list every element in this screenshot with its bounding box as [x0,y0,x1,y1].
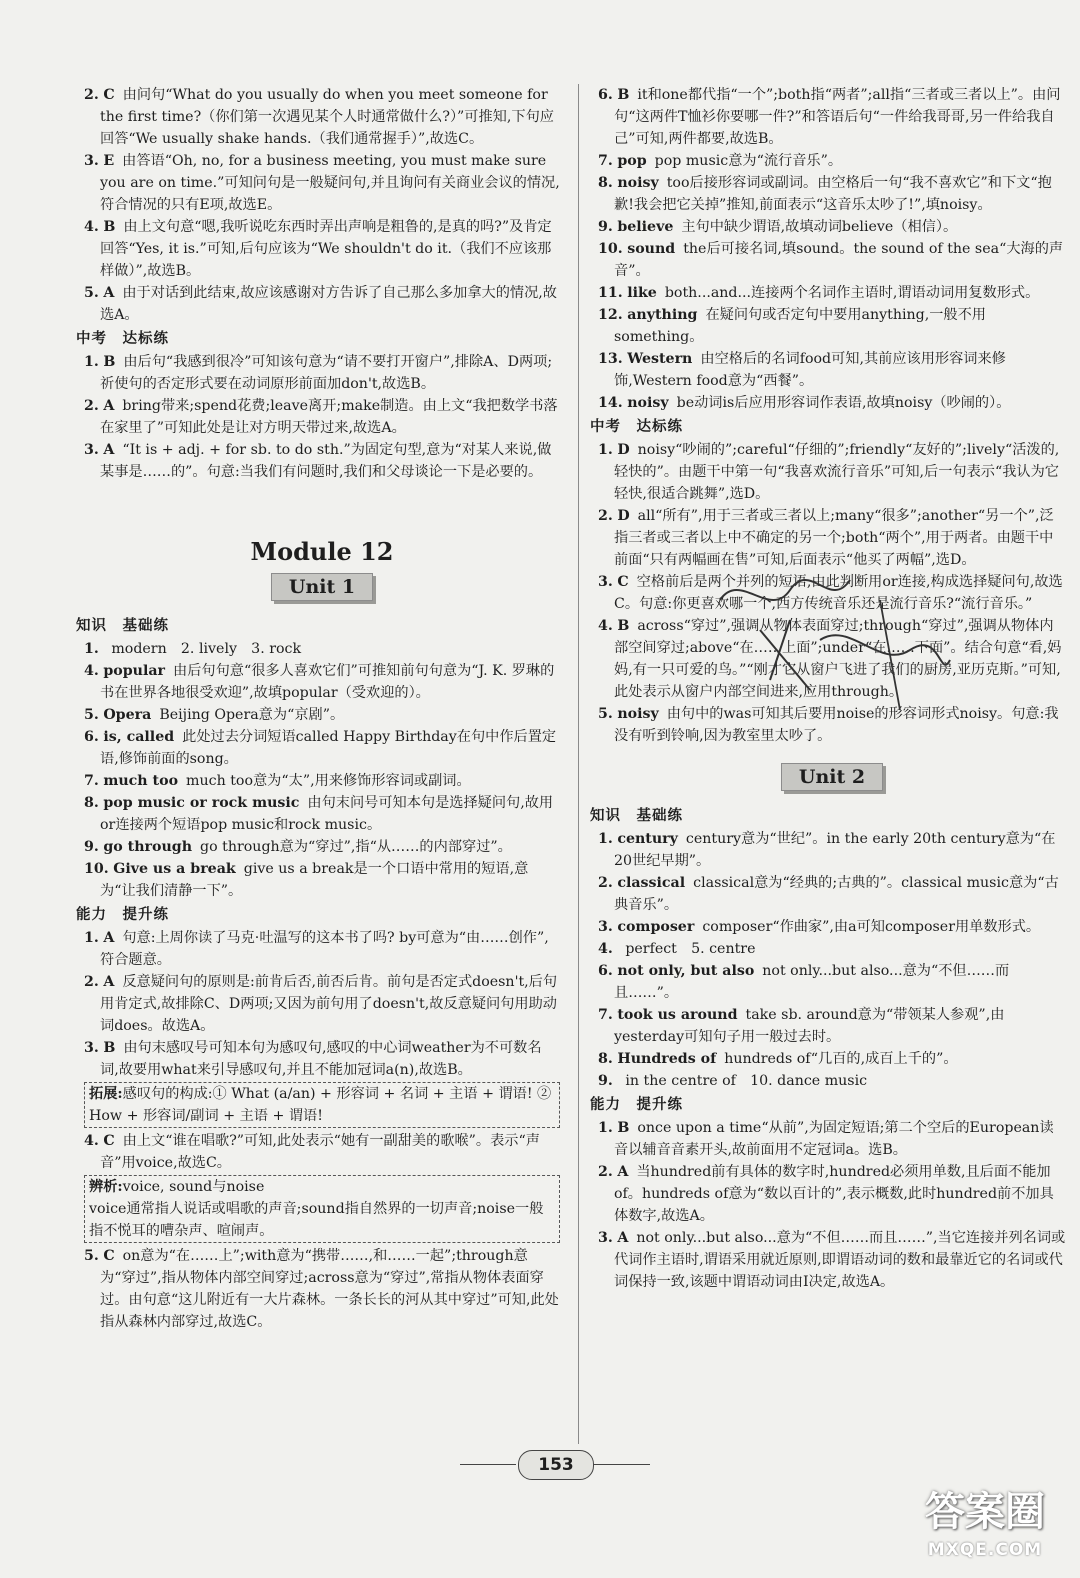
item-number: 2. [84,398,99,414]
list-item [598,872,1066,916]
item-text: noisy“吵闹的”;careful“仔细的”;friendly“友好的”;lively“活泼的,轻快的”。由题干中第一句“我喜欢流行音乐”可知,后一句表示“我认为它轻快,很适合跳舞”,选D。 [614,442,1060,502]
right-top-items [598,84,1066,414]
extension-text: 感叹句的构成:① What (a/an) + 形容词 + 名词 + 主语 + 谓语! ② How + 形容词/副词 + 主语 + 谓语! [89,1086,552,1124]
item-number: 9. [598,219,613,235]
list-item [598,505,1066,571]
item-number: 1. [598,831,613,847]
item-number: 10. [598,241,623,257]
list-item [598,1161,1066,1227]
item-answer: century [617,831,678,847]
item-number: 3. [84,1040,99,1056]
list-item [84,704,560,726]
analysis-box [84,1175,560,1243]
section-label-nengli: 能力 提升练 [590,1097,683,1113]
item-text: 由于对话到此结束,故应该感谢对方告诉了自己那么多加拿大的情况,故选A。 [100,285,557,323]
list-item [598,1117,1066,1161]
item-answer: B [617,1120,630,1136]
item-text: 当hundred前有具体的数字时,hundred必须用单数,且后面不能加of。hundreds of意为“数以百计的”,表示概数,此时hundred前不加具体数字,故选A。 [614,1164,1054,1224]
item-number: 7. [598,153,613,169]
item-text: take sb. around意为“带领某人参观”,由yesterday可知句子用一般过去时。 [614,1007,1005,1045]
page-number: 153 [518,1450,594,1480]
item-text: 在疑问句或否定句中要用anything,一般不用something。 [614,307,986,345]
item-text: 由后句“我感到很冷”可知该句意为“请不要打开窗户”,排除A、D两项;祈使句的否定形式要在动词原形前面加don't,故选B。 [100,354,553,392]
analysis-tag: 辨析: [89,1179,123,1195]
right-nengli-items [598,1117,1066,1293]
item-number: 2. [84,87,99,103]
list-item [598,571,1066,615]
list-item [84,84,560,150]
section-label-zhishi: 知识 基础练 [76,618,169,634]
list-item [598,1070,1066,1092]
item-number: 5. [84,1248,99,1264]
item-answer: not only, but also [617,963,755,979]
list-item [84,638,560,660]
list-item [84,1245,560,1333]
item-answer: B [103,354,116,370]
page-number-rule-left [460,1464,516,1465]
item-text: it和one都代指“一个”;both指“两者”;all指“三者或三者以上”。由问句“这两件T恤衫你要哪一件?”和答语后句“一件给我哥哥,另一件给我自己”可知,两件都要,故选B。 [614,87,1061,147]
item-number: 3. [598,919,613,935]
item-answer: A [103,974,115,990]
item-text: 由后句句意“很多人喜欢它们”可推知前句句意为“J. K. 罗琳的书在世界各地很受欢迎”,故填popular（受欢迎的）。 [100,663,555,701]
right-zhongkao-items [598,439,1066,747]
list-item [598,828,1066,872]
list-item [598,282,1066,304]
item-text: classical意为“经典的;古典的”。classical music意为“古典音乐”。 [614,875,1059,913]
item-number: 8. [598,1051,613,1067]
list-item [84,282,560,326]
item-answer: popular [103,663,166,679]
list-item [598,1227,1066,1293]
item-text: be动词is后应用形容词作表语,故填noisy（吵闹的）。 [676,395,1011,411]
list-item [598,238,1066,282]
item-answer: anything [627,307,698,323]
item-text: go through意为“穿过”,指“从……的内部穿过”。 [200,839,512,855]
item-text: 空格前后是两个并列的短语,由此判断用or连接,构成选择疑问句,故选C。句意:你更喜欢哪一个,西方传统音乐还是流行音乐?“流行音乐。” [614,574,1063,612]
item-number: 2. [598,875,613,891]
item-answer: A [103,398,115,414]
item-answer: much too [103,773,179,789]
item-answer: C [617,574,629,590]
list-item [598,172,1066,216]
item-text: “It is + adj. + for sb. to do sth.”为固定句型,意为“对某人来说,做某事是……的”。句意:当我们有问题时,我们和父母谈论一下是必要的。 [100,442,552,480]
item-number: 4. [598,618,613,634]
watermark-logo [900,1484,1070,1572]
item-text: century意为“世纪”。in the early 20th century意为“在20世纪早期”。 [614,831,1056,869]
item-number: 6. [598,963,613,979]
list-item [598,916,1066,938]
item-answer: A [617,1164,629,1180]
list-item [84,858,560,902]
item-text: 由句末感叹号可知本句为感叹句,感叹的中心词weather为不可数名词,故要用what来引导感叹句,并且不能加冠词a(n),故选B。 [100,1040,542,1078]
item-number: 5. [84,707,99,723]
analysis-text: voice通常指人说话或唱歌的声音;sound指自然界的一切声音;noise一般指不悦耳的嘈杂声、喧闹声。 [89,1201,544,1239]
item-text: hundreds of“几百的,成百上千的”。 [724,1051,958,1067]
item-number: 6. [598,87,613,103]
list-item [84,726,560,770]
item-answer: A [103,930,115,946]
item-answer: is, called [103,729,175,745]
item-text: bring带来;spend花费;leave离开;make制造。由上文“我把数学书落在家里了”可知此处是让对方明天带过来,故选A。 [100,398,558,436]
item-number: 7. [84,773,99,789]
item-text: 由上文句意“嗯,我听说吃东西时弄出声响是粗鲁的,是真的吗?”及肯定回答“Yes, it is.”可知,后句应该为“We shouldn't do it.（我们不应该那样做）”,故选B。 [100,219,552,279]
item-answer: sound [627,241,676,257]
item-number: 9. [84,839,99,855]
item-text: on意为“在……上”;with意为“携带……,和……一起”;through意为“穿过”,指从物体内部空间穿过;across意为“穿过”,常指从物体表面穿过。由句意“这儿附近有一大片森林。一条长长的河从其中穿过”可知,此处指从森林内部穿过,故选C。 [100,1248,559,1330]
analysis-title: voice, sound与noise [122,1179,265,1195]
list-item [84,1037,560,1081]
item-number: 1. [84,930,99,946]
list-item [598,960,1066,1004]
item-number: 1. [598,1120,613,1136]
item-number: 3. [84,442,99,458]
item-answer: like [627,285,657,301]
item-number: 4. [84,219,99,235]
item-text: 由空格后的名词food可知,其前应该用形容词来修饰,Western food意为“西餐”。 [614,351,1006,389]
list-item [598,348,1066,392]
item-number: 3. [598,574,613,590]
item-text: composer“作曲家”,由a可知composer用单数形式。 [702,919,1041,935]
list-item [84,150,560,216]
watermark-title: 答案圈 [925,1489,1045,1535]
item-answer: C [103,1133,115,1149]
item-answer: A [103,285,115,301]
item-answer: A [103,442,115,458]
unit-1-title: Unit 1 [271,573,373,601]
watermark-url: MXQE.COM [927,1540,1043,1560]
item-text: not only...but also...意为“不但……而且……”,当它连接并列名词或代词作主语时,谓语采用就近原则,即谓语动词的数和最靠近它的名词或代词保持一致,该题中谓语动词由I决定,故选A。 [614,1230,1066,1290]
item-text: 反意疑问句的原则是:前肯后否,前否后肯。前句是否定式doesn't,后句用肯定式,故排除C、D两项;又因为前句用了doesn't,故反意疑问句用助动词does。故选A。 [100,974,558,1034]
item-number: 4. [84,663,99,679]
left-column [76,84,560,1333]
item-text: much too意为“太”,用来修饰形容词或副词。 [186,773,471,789]
item-text: 由句末问号可知本句是选择疑问句,故用or连接两个短语pop music和rock music。 [100,795,554,833]
item-number: 2. [84,974,99,990]
item-text: perfect 5. centre [625,941,756,957]
list-item [84,792,560,836]
item-number: 14. [598,395,623,411]
item-number: 4. [84,1133,99,1149]
item-number: 7. [598,1007,613,1023]
item-number: 3. [84,153,99,169]
item-text: pop music意为“流行音乐”。 [654,153,843,169]
list-item [84,927,560,971]
item-text: give us a break是一个口语中常用的短语,意为“让我们清静一下”。 [100,861,529,899]
item-answer: Hundreds of [617,1051,717,1067]
list-item [84,1130,560,1174]
list-item [598,304,1066,348]
item-text: both...and...连接两个名词作主语时,谓语动词用复数形式。 [664,285,1040,301]
item-text: 此处过去分词短语called Happy Birthday在句中作后置定语,修饰前面的song。 [100,729,557,767]
page-number-rule-right [594,1464,650,1465]
item-number: 5. [598,706,613,722]
list-item [598,615,1066,703]
item-number: 5. [84,285,99,301]
item-text: across“穿过”,强调从物体表面穿过;through“穿过”,强调从物体内部空间穿过;above“在……上面”;under“在……下面”。结合句意“看,妈妈,有一只可爱的鸟。”“刚才它从窗户飞进了我们的厨房,亚历克斯。”可知,此处表示从窗户内部空间进来,应用through。 [614,618,1062,700]
item-answer: B [617,87,630,103]
list-item [598,150,1066,172]
item-number: 3. [598,1230,613,1246]
item-text: in the centre of 10. dance music [625,1073,868,1089]
item-answer: A [617,1230,629,1246]
item-text: 由问句“What do you usually do when you meet someone for the first time?（你们第一次遇见某个人时通常做什么?）”可推知,下句应回答“We usually shake hands.（我们通常握手）”,故选C。 [100,87,554,147]
right-column [590,84,1066,1293]
module-title: Module 12 [250,537,394,566]
section-label-zhongkao: 中考 达标练 [76,331,169,347]
item-answer: D [617,508,630,524]
left-zhishi-items [84,638,560,902]
item-number: 12. [598,307,623,323]
section-label-zhongkao: 中考 达标练 [590,419,683,435]
item-answer: B [617,618,630,634]
item-answer: pop music or rock music [103,795,300,811]
list-item [598,439,1066,505]
item-number: 9. [598,1073,613,1089]
list-item [598,938,1066,960]
item-number: 1. [84,641,99,657]
item-number: 6. [84,729,99,745]
item-answer: B [103,219,116,235]
item-text: 由答语“Oh, no, for a business meeting, you must make sure you are on time.”可知问句是一般疑问句,并且询问有关商业会议的情况,符合情况的只有E项,故选E。 [100,153,560,213]
section-label-nengli: 能力 提升练 [76,907,169,923]
list-item [598,703,1066,747]
item-number: 1. [84,354,99,370]
list-item [84,351,560,395]
item-number: 1. [598,442,613,458]
item-answer: C [103,1248,115,1264]
item-text: too后接形容词或副词。由空格后一句“我不喜欢它”和下文“抱歉!我会把它关掉”推知,前面表示“这音乐太吵了!”,填noisy。 [614,175,1052,213]
item-answer: go through [103,839,193,855]
item-answer: noisy [617,175,659,191]
item-text: not only...but also...意为“不但……而且……”。 [614,963,1010,1001]
list-item [84,439,560,483]
item-number: 11. [598,285,623,301]
item-number: 8. [598,175,613,191]
item-number: 8. [84,795,99,811]
item-answer: took us around [617,1007,738,1023]
item-answer: E [103,153,115,169]
list-item [598,392,1066,414]
item-text: all“所有”,用于三者或三者以上;many“很多”;another“另一个”,泛指三者或三者以上中不确定的另一个;both“两个”,用于两者。由题干中前面“只有两幅画在售”可知,后面表示“他买了两幅”,选D。 [614,508,1054,568]
list-item [598,84,1066,150]
item-number: 10. [84,861,109,877]
item-text: 由句中的was可知其后要用noise的形容词形式noisy。句意:我没有听到铃响,因为教室里太吵了。 [614,706,1059,744]
item-answer: believe [617,219,674,235]
right-zhishi-items [598,828,1066,1092]
list-item [84,971,560,1037]
column-divider [578,84,579,1444]
item-number: 4. [598,941,613,957]
item-text: 由上文“谁在唱歌?”可知,此处表示“她有一副甜美的歌喉”。表示“声音”用voice,故选C。 [100,1133,540,1171]
list-item [84,216,560,282]
item-answer: B [103,1040,116,1056]
item-text: the后可接名词,填sound。the sound of the sea“大海的声音”。 [614,241,1064,279]
list-item [598,1004,1066,1048]
item-text: 主句中缺少谓语,故填动词believe（相信）。 [681,219,958,235]
section-label-zhishi: 知识 基础练 [590,808,683,824]
extension-tag: 拓展: [89,1086,123,1102]
item-answer: noisy [627,395,669,411]
unit-2-title: Unit 2 [781,763,883,791]
extension-box [84,1082,560,1128]
list-item [84,836,560,858]
item-answer: Opera [103,707,152,723]
item-answer: pop [617,153,647,169]
item-text: Beijing Opera意为“京剧”。 [159,707,345,723]
item-answer: D [617,442,630,458]
item-number: 2. [598,1164,613,1180]
left-zhongkao-items [84,351,560,483]
item-answer: noisy [617,706,659,722]
item-answer: Give us a break [113,861,236,877]
left-nengli-items [84,927,560,1081]
item-answer: C [103,87,115,103]
list-item [84,395,560,439]
item-text: 句意:上周你读了马克·吐温写的这本书了吗? by可意为“由……创作”,符合题意。 [100,930,549,968]
left-top-items [84,84,560,326]
item-text: once upon a time“从前”,为固定短语;第二个空后的European读音以辅音音素开头,故前面用不定冠词a。选B。 [614,1120,1054,1158]
item-number: 13. [598,351,623,367]
item-answer: Western [627,351,693,367]
item-text: modern 2. lively 3. rock [111,641,302,657]
list-item [84,770,560,792]
list-item [598,216,1066,238]
item-answer: composer [617,919,695,935]
item-answer: classical [617,875,686,891]
list-item [598,1048,1066,1070]
item-number: 2. [598,508,613,524]
list-item [84,660,560,704]
